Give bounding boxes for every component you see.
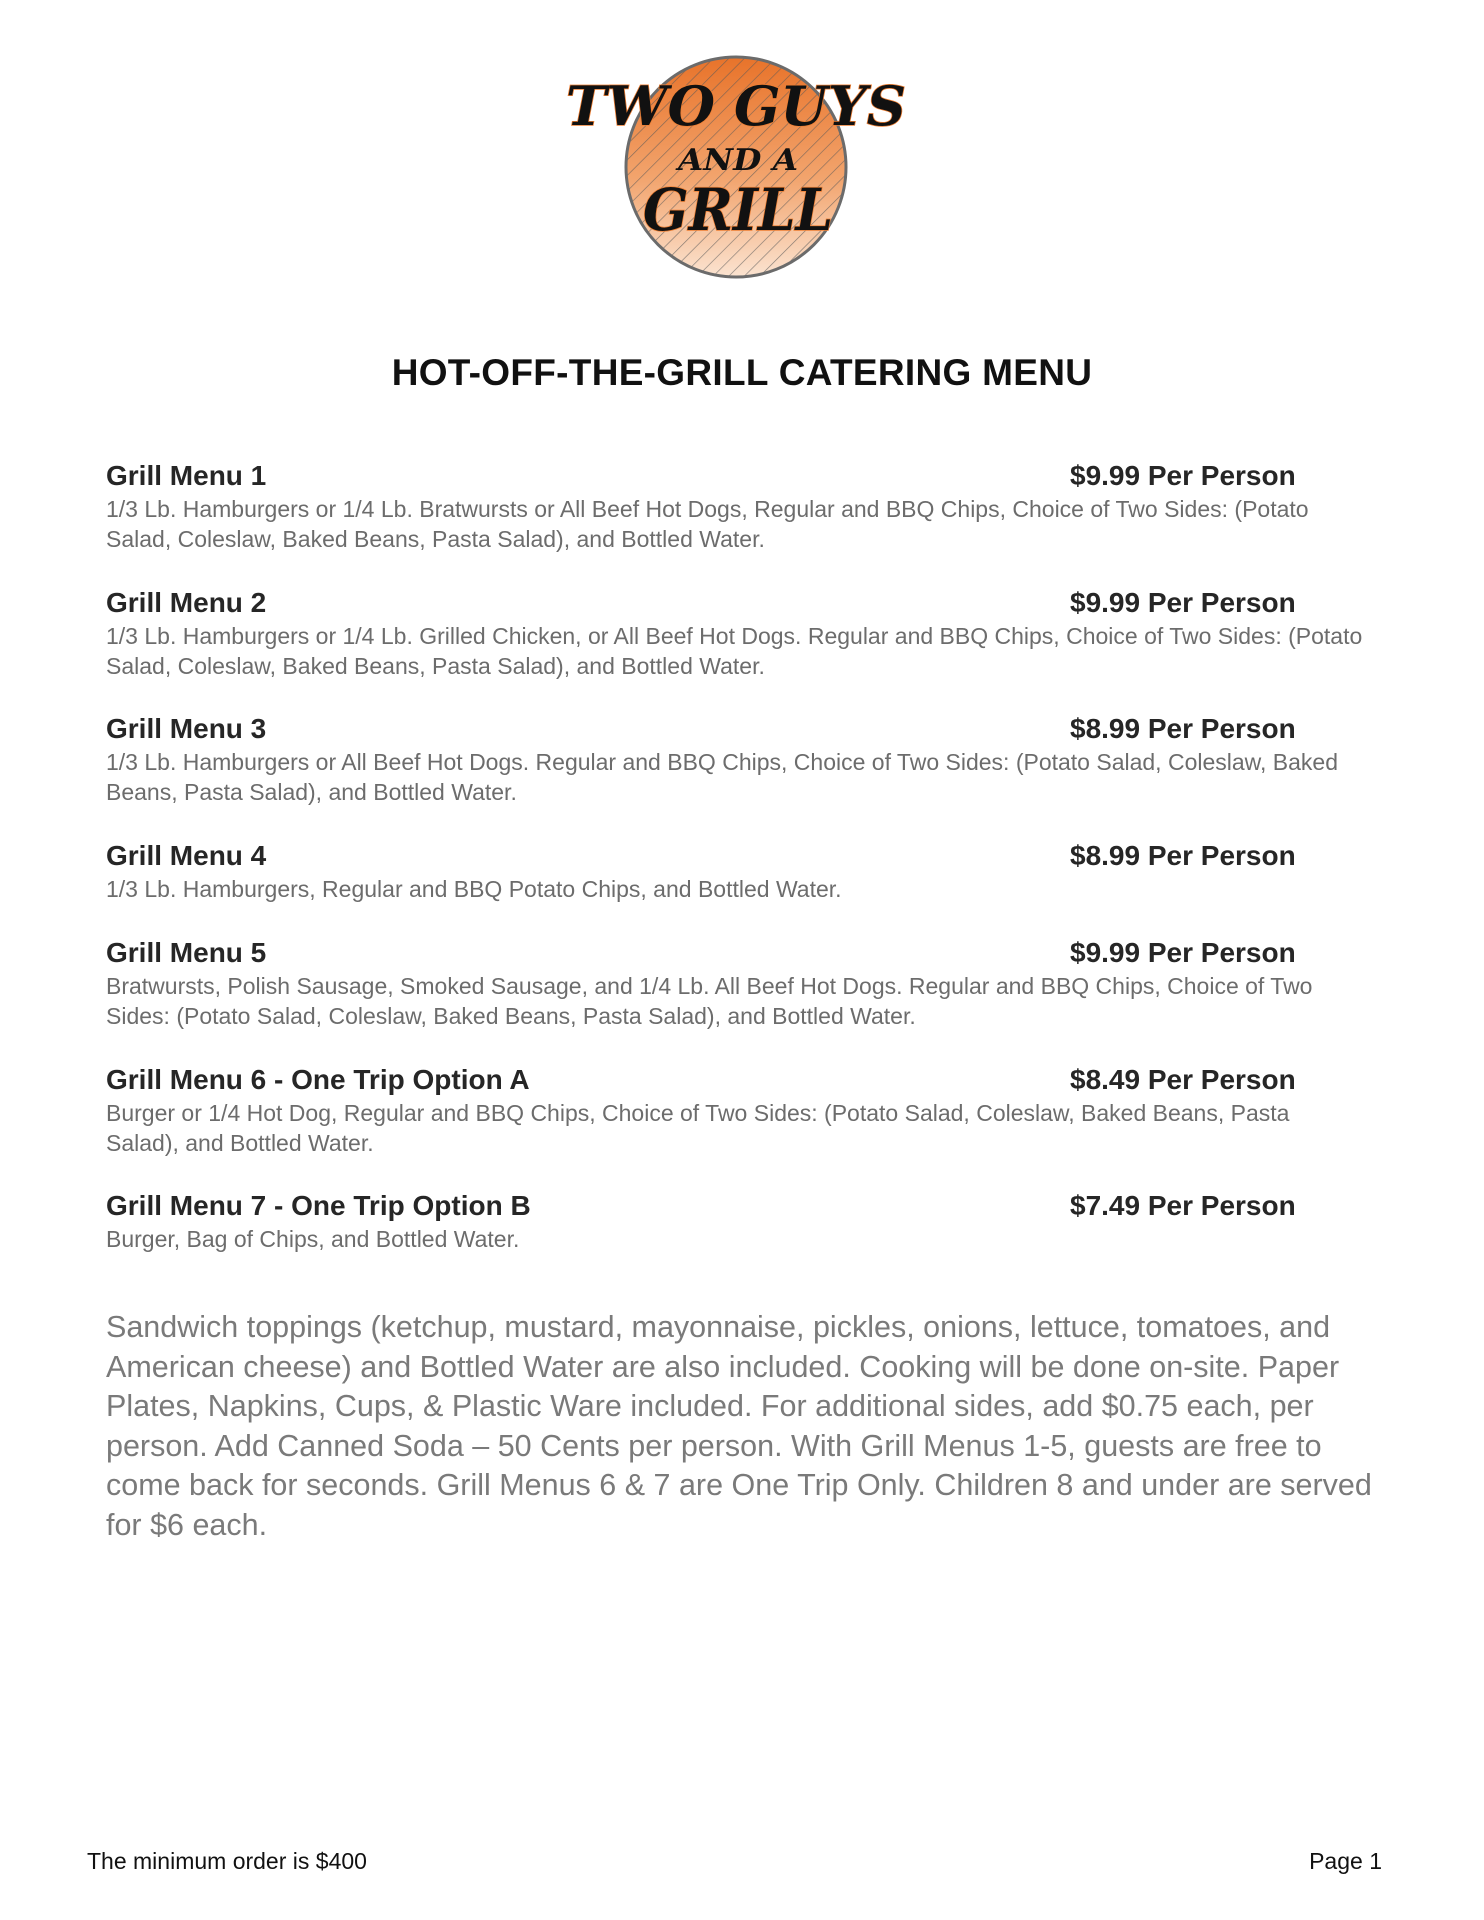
menu-description: Burger or 1/4 Hot Dog, Regular and BBQ Chips, Choice of Two Sides: (Potato Salad, Coleslaw, Baked Beans, Pasta Salad), and Bottled Water. xyxy=(106,1100,1290,1156)
menu-item xyxy=(106,460,1366,554)
menu-item xyxy=(106,1064,1366,1158)
menu-description: 1/3 Lb. Hamburgers, Regular and BBQ Potato Chips, and Bottled Water. xyxy=(106,876,842,902)
logo xyxy=(555,45,920,290)
menu-name: Grill Menu 4 xyxy=(106,840,267,871)
page-title: HOT-OFF-THE-GRILL CATERING MENU xyxy=(391,352,1093,393)
footer-page-number: Page 1 xyxy=(1309,1848,1382,1874)
menu-name: Grill Menu 6 - One Trip Option A xyxy=(106,1064,530,1095)
menu-description: 1/3 Lb. Hamburgers or 1/4 Lb. Grilled Chicken, or All Beef Hot Dogs. Regular and BBQ Chips, Choice of Two Sides: (Potato Salad, Coleslaw, Baked Beans, Pasta Salad), and Bottled Water. xyxy=(106,623,1363,679)
menu-name: Grill Menu 2 xyxy=(106,587,267,618)
menu-price: $9.99 Per Person xyxy=(1070,460,1296,491)
menu-description: Burger, Bag of Chips, and Bottled Water. xyxy=(106,1226,520,1252)
menu-item xyxy=(106,713,1366,807)
logo-line-1: TWO GUYS xyxy=(566,74,906,138)
menu-item xyxy=(106,587,1366,681)
menu-name: Grill Menu 7 - One Trip Option B xyxy=(106,1190,531,1221)
menu-price: $8.49 Per Person xyxy=(1070,1064,1296,1095)
footer-minimum-order: The minimum order is $400 xyxy=(87,1848,367,1874)
logo-line-3: GRILL xyxy=(643,176,833,244)
menu-item xyxy=(106,840,1366,904)
menu-name: Grill Menu 1 xyxy=(106,460,267,491)
menu-description: Bratwursts, Polish Sausage, Smoked Sausage, and 1/4 Lb. All Beef Hot Dogs. Regular and BBQ Chips, Choice of Two Sides: (Potato Salad, Coleslaw, Baked Beans, Pasta Salad), and Bottled Water. xyxy=(106,973,1313,1029)
menu-price: $9.99 Per Person xyxy=(1070,587,1296,618)
menu-description: 1/3 Lb. Hamburgers or 1/4 Lb. Bratwursts or All Beef Hot Dogs, Regular and BBQ Chips, Choice of Two Sides: (Potato Salad, Coleslaw, Baked Beans, Pasta Salad), and Bottled Water. xyxy=(106,496,1309,552)
menu-name: Grill Menu 3 xyxy=(106,713,267,744)
menu-name: Grill Menu 5 xyxy=(106,937,267,968)
logo-line-2: AND A xyxy=(674,143,798,178)
menu-item xyxy=(106,1190,1366,1254)
notes-paragraph: Sandwich toppings (ketchup, mustard, mayonnaise, pickles, onions, lettuce, tomatoes, and American cheese) and Bottled Water are also included. Cooking will be done on-site. Paper Plates, Napkins, Cups, & Plastic Ware included. For additional sides, add $0.75 each, per person. Add Canned Soda – 50 Cents per person. With Grill Menus 1-5, guests are free to come back for seconds. Grill Menus 6 & 7 are One Trip Only. Children 8 and under are served for $6 each. xyxy=(106,1310,1372,1542)
menu-description: 1/3 Lb. Hamburgers or All Beef Hot Dogs. Regular and BBQ Chips, Choice of Two Sides: (Potato Salad, Coleslaw, Baked Beans, Pasta Salad), and Bottled Water. xyxy=(106,749,1339,805)
menu-item xyxy=(106,937,1366,1031)
menu-price: $7.49 Per Person xyxy=(1070,1190,1296,1221)
menu-price: $8.99 Per Person xyxy=(1070,840,1296,871)
menu-price: $8.99 Per Person xyxy=(1070,713,1296,744)
menu-price: $9.99 Per Person xyxy=(1070,937,1296,968)
